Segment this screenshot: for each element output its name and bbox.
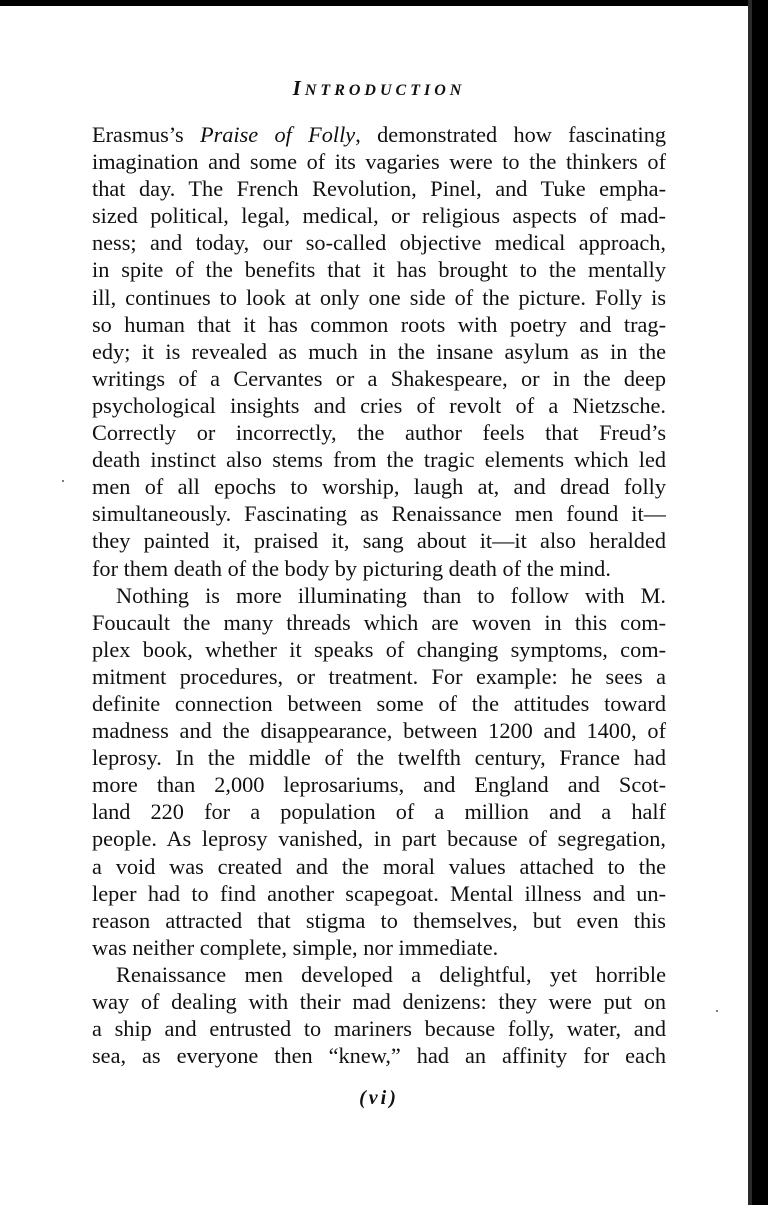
text-line: people. As leprosy vanished, in part because of segregation,: [92, 826, 666, 852]
text-line: reason attracted that stigma to themselves, but even this: [92, 907, 666, 933]
text-line: psychological insights and cries of revolt of a Nietzsche.: [92, 392, 666, 418]
page-number: (vi): [359, 1087, 399, 1109]
text-line: land 220 for a population of a million and a half: [92, 799, 666, 825]
text-line: Foucault the many threads which are woven in this com-: [92, 609, 666, 635]
text-line: Erasmus’s Praise of Folly, demonstrated how fascinating: [92, 122, 666, 147]
text-line: plex book, whether it speaks of changing symptoms, com-: [92, 636, 666, 662]
text-line: that day. The French Revolution, Pinel, and Tuke empha-: [92, 176, 666, 202]
text-line: more than 2,000 leprosariums, and England and Scot-: [92, 772, 666, 798]
paragraph-first-line: Nothing is more illuminating than to follow with M.: [116, 582, 666, 608]
text-line: sized political, legal, medical, or religious aspects of mad-: [92, 203, 666, 229]
text-line: ness; and today, our so-called objective medical approach,: [92, 230, 666, 256]
running-head: [92, 78, 666, 101]
text-line: leprosy. In the middle of the twelfth century, France had: [92, 745, 666, 771]
running-head-initial: I: [292, 76, 305, 100]
text-line: a void was created and the moral values attached to the: [92, 853, 666, 879]
text-line: writings of a Cervantes or a Shakespeare, or in the deep: [92, 365, 666, 391]
scan-border-right: [752, 0, 768, 1205]
text-line: Correctly or incorrectly, the author feels that Freud’s: [92, 420, 666, 446]
text-line: definite connection between some of the attitudes toward: [92, 690, 666, 716]
paragraph-last-line: for them death of the body by picturing death of the mind.: [92, 555, 611, 581]
text-line: mitment procedures, or treatment. For example: he sees a: [92, 663, 666, 689]
text-line: ill, continues to look at only one side of the picture. Folly is: [92, 284, 666, 310]
scan-border-top: [0, 0, 760, 6]
text-line: they painted it, praised it, sang about it—it also heralded: [92, 528, 666, 554]
scan-speck: [716, 1010, 718, 1012]
running-head-rest: NTRODUCTION: [304, 82, 466, 99]
text-line: simultaneously. Fascinating as Renaissance men found it—: [92, 501, 666, 527]
text-line: men of all epochs to worship, laugh at, and dread folly: [92, 474, 666, 500]
text-line: a ship and entrusted to mariners because folly, water, and: [92, 1016, 666, 1042]
text-line: madness and the disappearance, between 1200 and 1400, of: [92, 718, 666, 744]
text-line: so human that it has common roots with poetry and trag-: [92, 311, 666, 337]
text-line: sea, as everyone then “knew,” had an affinity for each: [92, 1043, 666, 1069]
scan-speck: [62, 480, 64, 482]
body-text: [92, 121, 666, 1069]
paragraph-last-line: was neither complete, simple, nor immediate.: [92, 934, 499, 960]
text-line: leper had to find another scapegoat. Mental illness and un-: [92, 880, 666, 906]
text-line: death instinct also stems from the tragic elements which led: [92, 447, 666, 473]
text-line: edy; it is revealed as much in the insane asylum as in the: [92, 338, 666, 364]
book-title: Praise of Folly: [199, 122, 356, 147]
text-line: in spite of the benefits that it has brought to the mentally: [92, 257, 666, 283]
paragraph-first-line: Renaissance men developed a delightful, yet horrible: [116, 961, 666, 987]
text-line: imagination and some of its vagaries were to the thinkers of: [92, 149, 666, 175]
text-line: way of dealing with their mad denizens: they were put on: [92, 989, 666, 1014]
